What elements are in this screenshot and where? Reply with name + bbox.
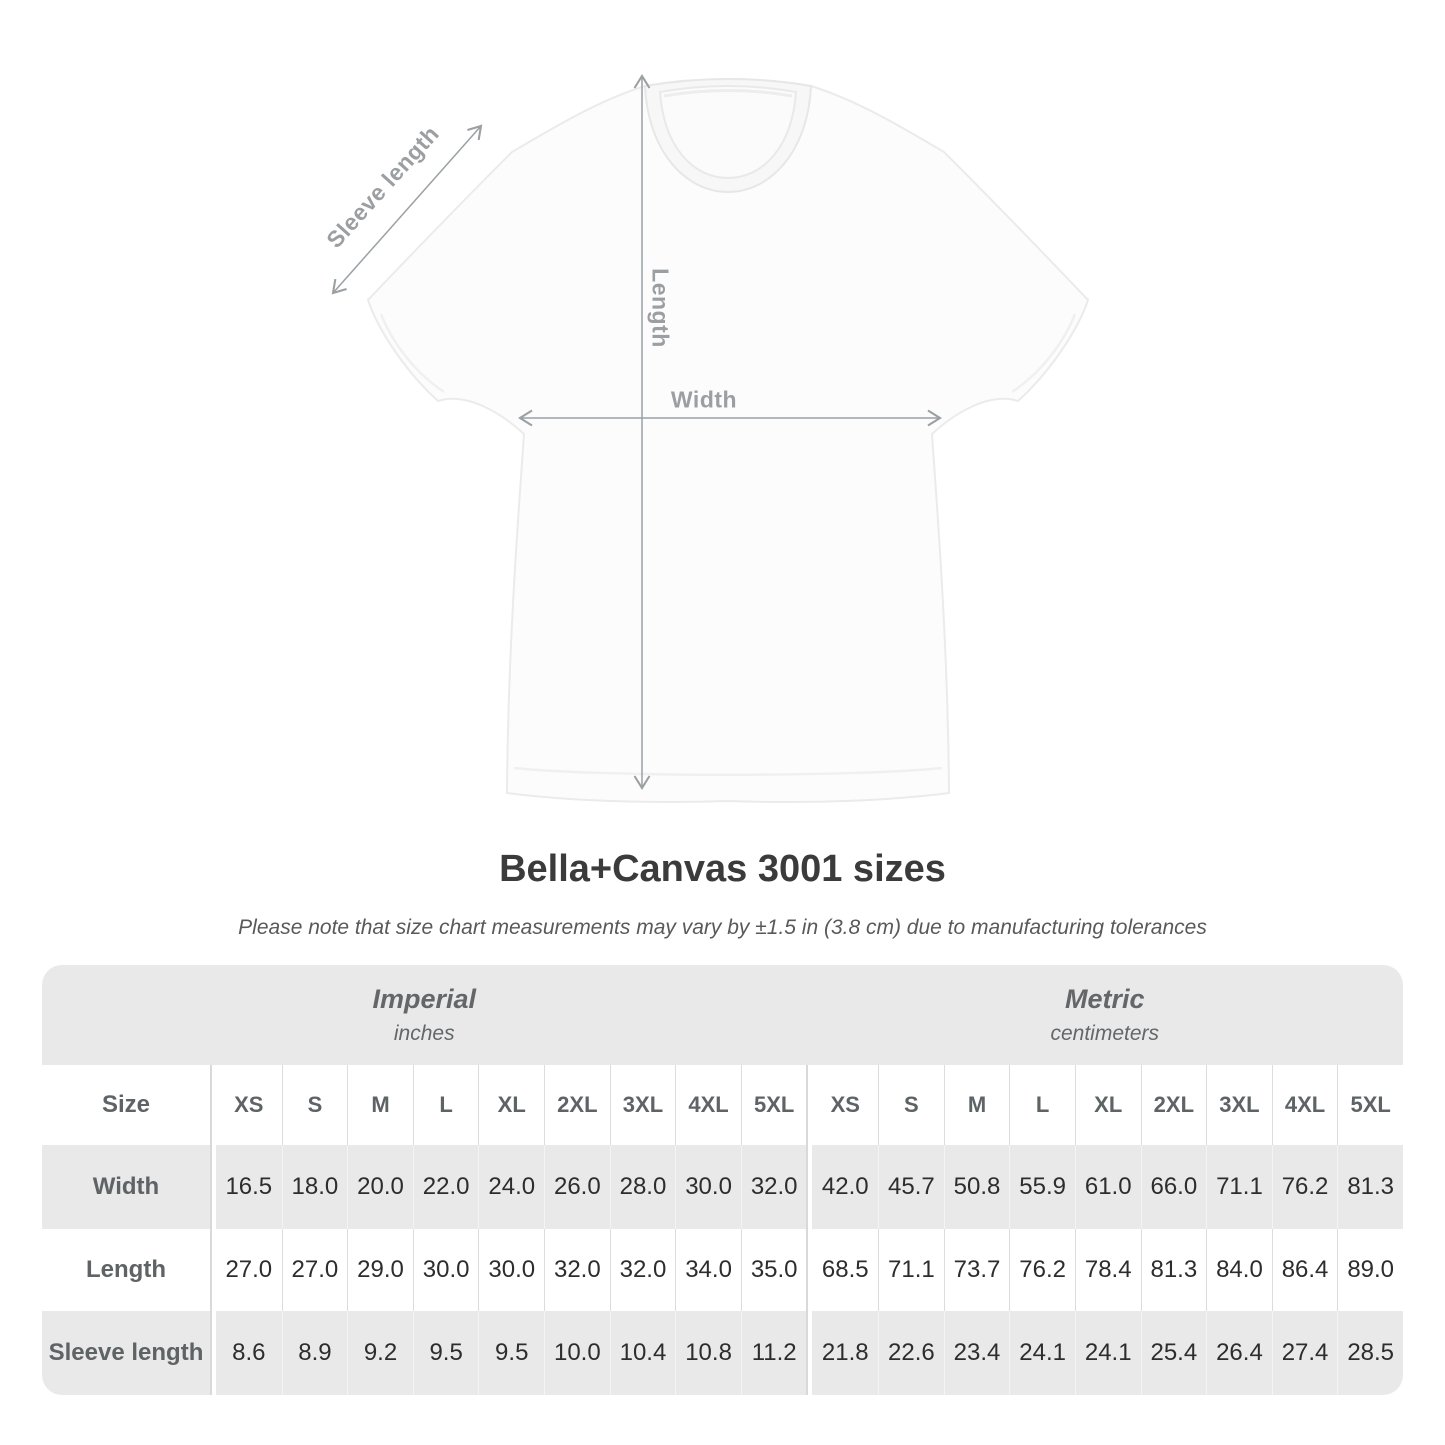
size-header-cell: 3XL (1206, 1065, 1272, 1145)
value-cell: 84.0 (1206, 1229, 1272, 1311)
size-header-cell: XS (216, 1065, 282, 1145)
length-label: Length (647, 268, 674, 348)
value-cell: 81.3 (1337, 1145, 1403, 1229)
value-cell: 29.0 (347, 1229, 413, 1311)
table-row-length (42, 1229, 1403, 1311)
value-cell: 35.0 (741, 1229, 807, 1311)
value-cell: 22.0 (413, 1145, 479, 1229)
value-cell: 22.6 (878, 1311, 944, 1395)
value-cell: 89.0 (1337, 1229, 1403, 1311)
value-cell: 68.5 (812, 1229, 878, 1311)
value-cell: 50.8 (944, 1145, 1010, 1229)
value-cell: 71.1 (1206, 1145, 1272, 1229)
metric-label: Metric (1064, 984, 1145, 1014)
value-cell: 8.6 (216, 1311, 282, 1395)
value-cell: 24.1 (1075, 1311, 1141, 1395)
page-title: Bella+Canvas 3001 sizes (499, 848, 946, 890)
value-cell: 18.0 (282, 1145, 348, 1229)
value-cell: 71.1 (878, 1229, 944, 1311)
size-header-cell: 2XL (1141, 1065, 1207, 1145)
size-header-cell: 4XL (1272, 1065, 1338, 1145)
value-cell: 10.4 (610, 1311, 676, 1395)
value-cell: 30.0 (675, 1145, 741, 1229)
value-cell: 42.0 (812, 1145, 878, 1229)
size-header-cell: S (282, 1065, 348, 1145)
value-cell: 10.8 (675, 1311, 741, 1395)
value-cell: 16.5 (216, 1145, 282, 1229)
value-cell: 10.0 (544, 1311, 610, 1395)
value-cell: 26.0 (544, 1145, 610, 1229)
size-header-cell: XS (812, 1065, 878, 1145)
imperial-unit: inches (393, 1022, 455, 1045)
size-header-cell: XL (1075, 1065, 1141, 1145)
value-cell: 28.0 (610, 1145, 676, 1229)
value-cell: 23.4 (944, 1311, 1010, 1395)
value-cell: 27.0 (216, 1229, 282, 1311)
value-cell: 9.5 (413, 1311, 479, 1395)
value-cell: 27.4 (1272, 1311, 1338, 1395)
value-cell: 86.4 (1272, 1229, 1338, 1311)
value-cell: 21.8 (812, 1311, 878, 1395)
width-label: Width (670, 386, 738, 413)
imperial-band (42, 965, 806, 1065)
size-header-row (42, 1065, 1403, 1145)
metric-band (806, 965, 1403, 1065)
size-header-cell: 5XL (741, 1065, 807, 1145)
value-cell: 30.0 (478, 1229, 544, 1311)
size-header-cell: M (944, 1065, 1010, 1145)
sleeve-length-label: Sleeve length (321, 120, 445, 253)
value-cell: 73.7 (944, 1229, 1010, 1311)
table-row-width (42, 1145, 1403, 1229)
size-header-cell: XL (478, 1065, 544, 1145)
size-table (42, 965, 1403, 1395)
size-header-cell: 3XL (610, 1065, 676, 1145)
value-cell: 76.2 (1009, 1229, 1075, 1311)
value-cell: 26.4 (1206, 1311, 1272, 1395)
tolerance-note: Please note that size chart measurements may vary by ±1.5 in (3.8 cm) due to manufacturing tolerances (238, 916, 1207, 939)
value-cell: 78.4 (1075, 1229, 1141, 1311)
value-cell: 25.4 (1141, 1311, 1207, 1395)
value-cell: 32.0 (741, 1145, 807, 1229)
row-label-sleeve-length: Sleeve length (42, 1311, 210, 1395)
value-cell: 76.2 (1272, 1145, 1338, 1229)
imperial-label: Imperial (372, 984, 477, 1014)
value-cell: 30.0 (413, 1229, 479, 1311)
value-cell: 34.0 (675, 1229, 741, 1311)
value-cell: 11.2 (741, 1311, 807, 1395)
value-cell: 24.1 (1009, 1311, 1075, 1395)
value-cell: 27.0 (282, 1229, 348, 1311)
value-cell: 28.5 (1337, 1311, 1403, 1395)
size-header-cell: L (413, 1065, 479, 1145)
value-cell: 61.0 (1075, 1145, 1141, 1229)
value-cell: 32.0 (544, 1229, 610, 1311)
size-header-cell: M (347, 1065, 413, 1145)
row-label-length: Length (42, 1229, 210, 1311)
size-header-cell: L (1009, 1065, 1075, 1145)
value-cell: 24.0 (478, 1145, 544, 1229)
value-cell: 32.0 (610, 1229, 676, 1311)
metric-unit: centimeters (1050, 1022, 1160, 1045)
value-cell: 9.5 (478, 1311, 544, 1395)
value-cell: 8.9 (282, 1311, 348, 1395)
size-table-wrapper (42, 965, 1403, 1395)
value-cell: 45.7 (878, 1145, 944, 1229)
size-header-cell: 2XL (544, 1065, 610, 1145)
unit-band-row (42, 965, 1403, 1065)
size-header-cell: 4XL (675, 1065, 741, 1145)
value-cell: 55.9 (1009, 1145, 1075, 1229)
size-header-cell: 5XL (1337, 1065, 1403, 1145)
row-label-width: Width (42, 1145, 210, 1229)
value-cell: 66.0 (1141, 1145, 1207, 1229)
value-cell: 20.0 (347, 1145, 413, 1229)
value-cell: 81.3 (1141, 1229, 1207, 1311)
table-row-sleeve-length (42, 1311, 1403, 1395)
size-header-cell: S (878, 1065, 944, 1145)
value-cell: 9.2 (347, 1311, 413, 1395)
size-column-header: Size (42, 1065, 210, 1145)
